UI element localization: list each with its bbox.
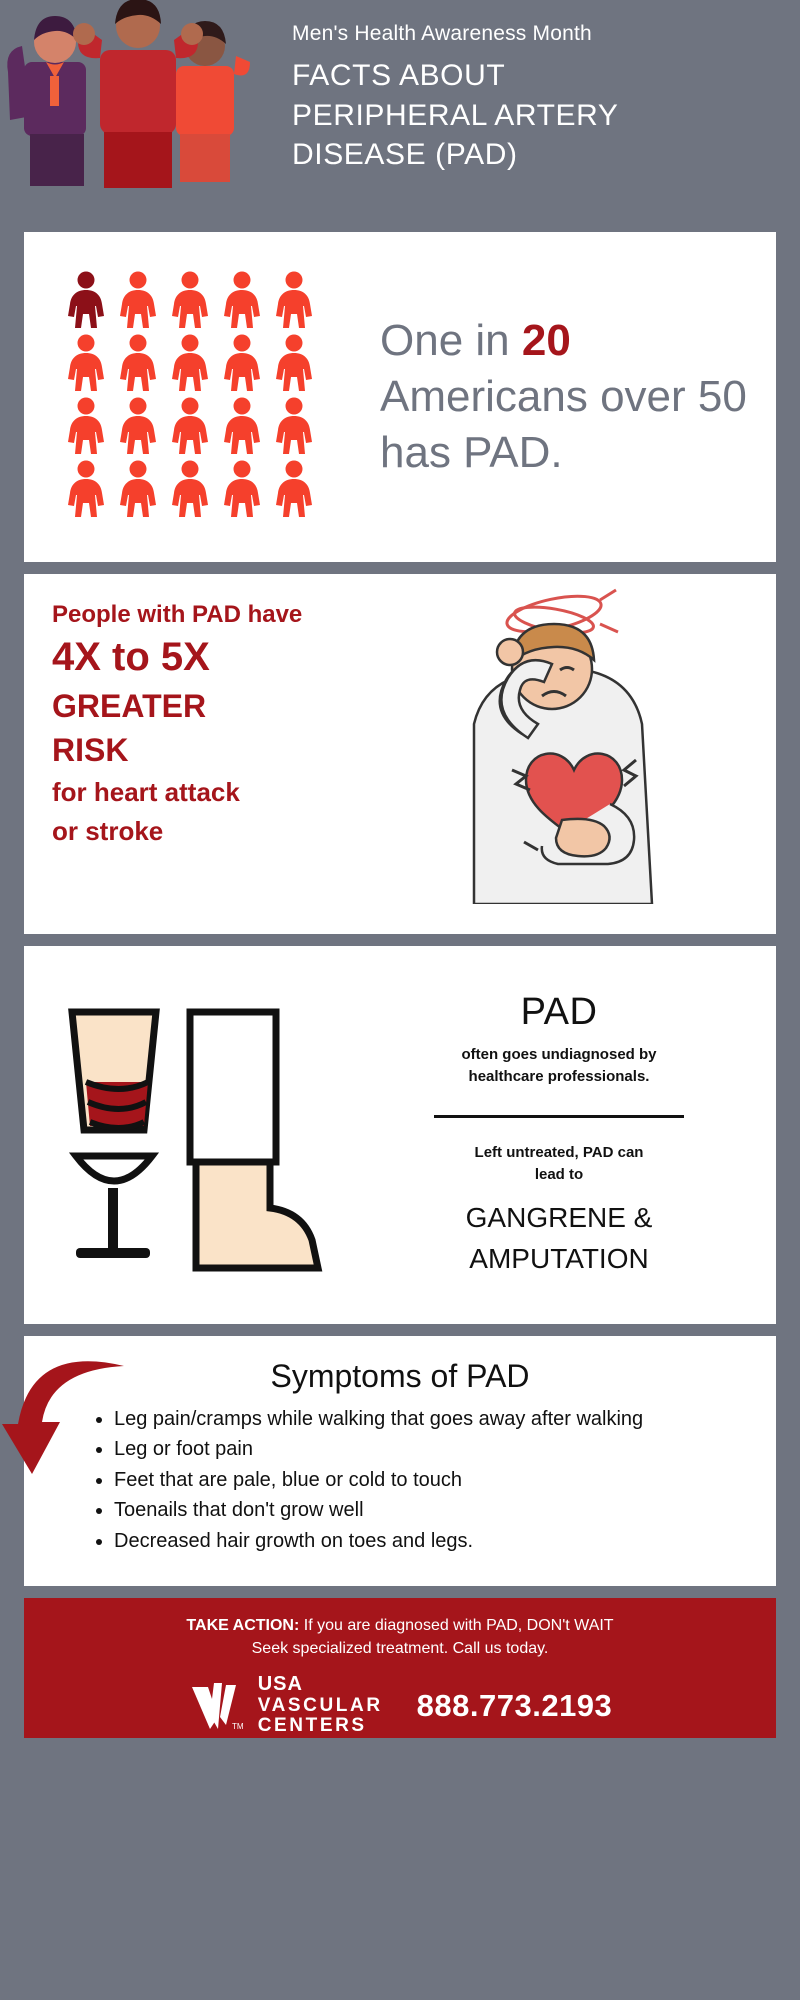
pictogram-person <box>64 397 108 460</box>
pictogram-person <box>272 460 316 523</box>
header <box>0 0 800 232</box>
pictogram-person <box>116 460 160 523</box>
header-text-block <box>292 22 782 175</box>
pad-acronym-title: PAD <box>520 990 598 1033</box>
symptoms-title: Symptoms of PAD <box>270 1358 530 1394</box>
pictogram-people-grid <box>24 271 380 523</box>
svg-text:TM: TM <box>231 1721 244 1731</box>
phone-number[interactable]: 888.773.2193 <box>416 1687 613 1723</box>
symptom-list-item: • Decreased hair growth on toes and legs. <box>114 1527 752 1555</box>
outcome-line-1: GANGRENE & <box>465 1201 653 1233</box>
stat-text-after: Americans over 50 has PAD. <box>380 371 747 478</box>
pictogram-person-highlighted <box>64 271 108 334</box>
risk-line-1: People with PAD have <box>52 601 303 628</box>
stat-card <box>24 232 776 562</box>
headline-line-2: PERIPHERAL ARTERY <box>292 98 619 132</box>
pictogram-person <box>64 334 108 397</box>
symptom-list-item: • Leg pain/cramps while walking that goes away after walking <box>114 1405 752 1433</box>
outcome-text <box>364 1198 754 1279</box>
footer-cta-bar <box>24 1598 776 1738</box>
symptoms-card <box>24 1336 776 1586</box>
take-action-label: TAKE ACTION: <box>186 1617 300 1634</box>
pictogram-person <box>168 271 212 334</box>
pictogram-person <box>272 397 316 460</box>
pictogram-person <box>272 271 316 334</box>
risk-line-4b: or stroke <box>52 816 164 847</box>
outcome-line-2: AMPUTATION <box>469 1242 649 1274</box>
take-action-rest: If you are diagnosed with PAD, DON't WAIT <box>299 1617 614 1634</box>
pictogram-person <box>116 397 160 460</box>
risk-card <box>24 574 776 934</box>
pictogram-person <box>64 460 108 523</box>
brand-line-2: VASCULAR <box>257 1694 383 1716</box>
curved-arrow-icon <box>0 1354 130 1499</box>
symptom-list-item: • Feet that are pale, blue or cold to touch <box>114 1466 752 1494</box>
brand-wordmark <box>258 1674 383 1737</box>
untreated-note-line-2: lead to <box>534 1166 584 1184</box>
footer-cta-text <box>44 1614 756 1660</box>
untreated-note-line-1: Left untreated, PAD can <box>474 1144 644 1162</box>
footer-bottom-row <box>44 1674 756 1737</box>
headline-line-3: DISEASE (PAD) <box>292 138 518 172</box>
brand-line-3: CENTERS <box>257 1715 367 1737</box>
symptom-list-item: • Leg or foot pain <box>114 1435 752 1463</box>
usa-vascular-centers-mark-icon <box>188 1681 248 1731</box>
symptom-list-item: • Toenails that don't grow well <box>114 1496 752 1524</box>
brand-logo[interactable] <box>188 1674 383 1737</box>
footer-cta-line-1 <box>44 1614 756 1637</box>
three-men-illustration <box>0 0 280 232</box>
undiagnosed-subtitle-line-1: often goes undiagnosed by <box>461 1045 657 1063</box>
chest-pain-illustration <box>404 574 776 904</box>
header-kicker: Men's Health Awareness Month <box>292 22 592 45</box>
stat-text-before: One in <box>380 315 522 365</box>
stat-highlight-number: 20 <box>521 315 571 365</box>
pictogram-person <box>220 334 264 397</box>
pictogram-person <box>220 460 264 523</box>
pictogram-person <box>220 397 264 460</box>
risk-line-3b: RISK <box>52 732 129 768</box>
legs-illustration <box>24 970 364 1300</box>
stat-text <box>380 313 776 482</box>
brand-line-1: USA <box>257 1673 303 1696</box>
divider <box>434 1115 684 1118</box>
pictogram-person <box>220 271 264 334</box>
risk-text-block <box>24 574 404 849</box>
pictogram-person <box>116 334 160 397</box>
pictogram-person <box>168 334 212 397</box>
untreated-note <box>364 1142 754 1186</box>
footer-cta-line-2: Seek specialized treatment. Call us today. <box>251 1640 549 1658</box>
pictogram-person <box>168 460 212 523</box>
symptoms-list <box>48 1405 752 1555</box>
pictogram-person <box>272 334 316 397</box>
headline-line-1: FACTS ABOUT <box>292 59 506 92</box>
risk-multiplier: 4X to 5X <box>52 635 210 679</box>
risk-line-3a: GREATER <box>52 688 207 724</box>
undiagnosed-card <box>24 946 776 1324</box>
undiagnosed-subtitle <box>364 1044 754 1088</box>
risk-line-4a: for heart attack <box>52 777 240 807</box>
pictogram-person <box>116 271 160 334</box>
undiagnosed-text-block <box>364 991 776 1279</box>
undiagnosed-subtitle-line-2: healthcare professionals. <box>468 1067 650 1085</box>
page-title <box>292 56 782 175</box>
pictogram-person <box>168 397 212 460</box>
